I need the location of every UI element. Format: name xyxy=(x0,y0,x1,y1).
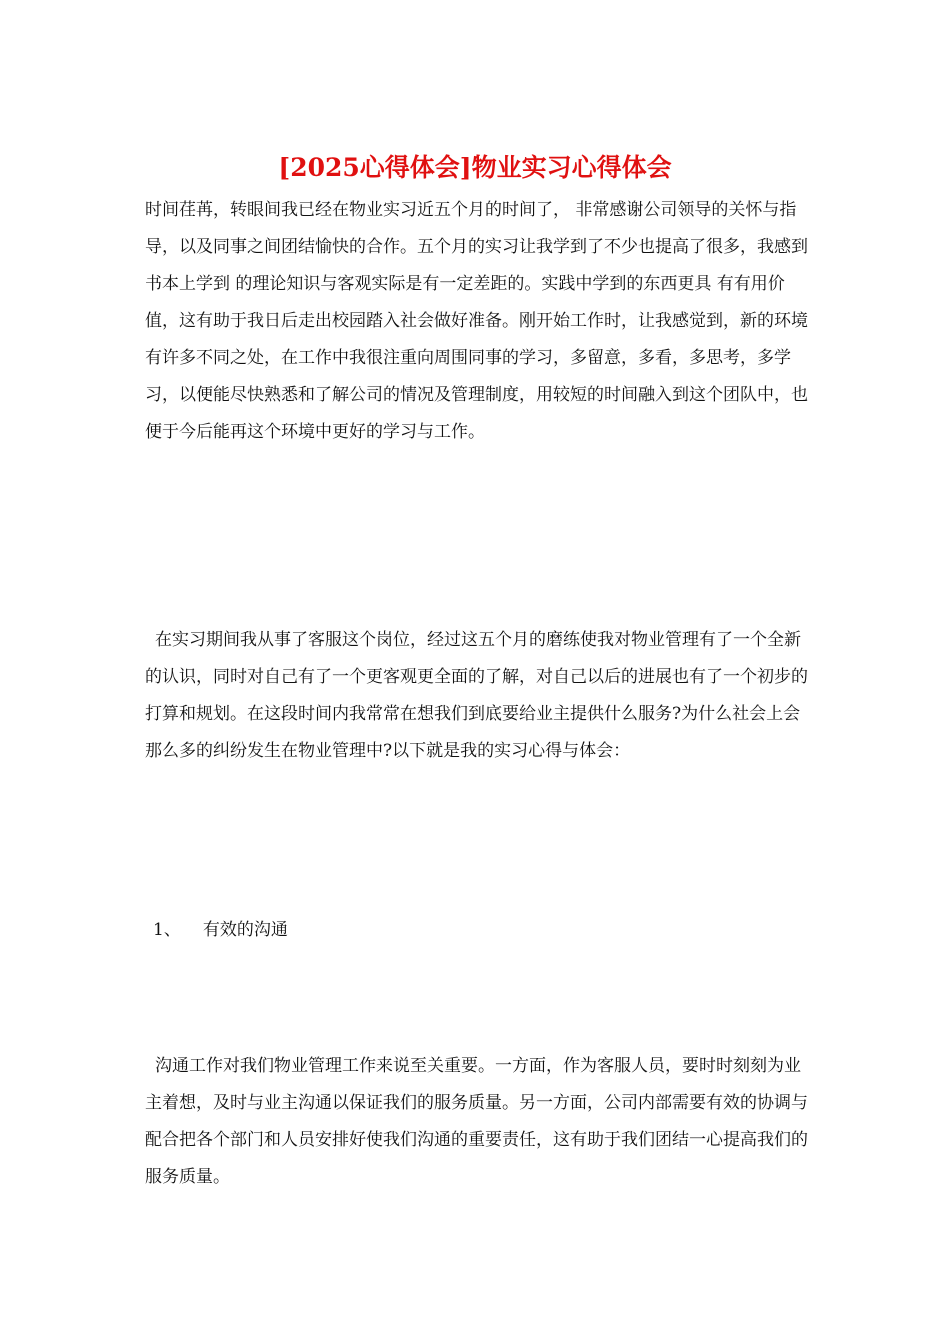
paragraph-communication: 沟通工作对我们物业管理工作来说至关重要。一方面，作为客服人员，要时时刻刻为业主着想，及时与业主沟通以保证我们的服务质量。另一方面，公司内部需要有效的协调与配合把各个部门和人员安排好使我们沟通的重要责任，这有助于我们团结一心提高我们的服务质量。 xyxy=(145,1056,808,1187)
section-heading-communication xyxy=(153,912,818,949)
paragraph-internship-role: 在实习期间我从事了客服这个岗位，经过这五个月的磨练使我对物业管理有了一个全新的认识，同时对自己有了一个更客观更全面的了解，对自己以后的进展也有了一个初步的打算和规划。在这段时间内我常常在想我们到底要给业主提供什么服务?为什么社会上会那么多的纠纷发生在物业管理中?以下就是我的实习心得与体会： xyxy=(145,630,808,761)
section-heading-text: 有效的沟通 xyxy=(202,920,288,940)
paragraph-intro: 时间荏苒，转眼间我已经在物业实习近五个月的时间了， 非常感谢公司领导的关怀与指导，以及同事之间团结愉快的合作。五个月的实习让我学到了不少也提高了很多，我感到书本上学到 的理论知识与客观实际是有一定差距的。实践中学到的东西更具 有有用价值，这有助于我日后走出校园踏入社会做好准备。刚开始工作时，让我感觉到，新的环境有许多不同之处，在工作中我很注重向周围同事的学习，多留意，多看，多思考，多学习，以便能尽快熟悉和了解公司的情况及管理制度，用较短的时间融入到这个团队中，也便于今后能再这个环境中更好的学习与工作。 xyxy=(145,200,808,442)
section-number: 1、 xyxy=(153,920,181,940)
document-title: [2025心得体会]物业实习心得体会 xyxy=(278,153,672,182)
